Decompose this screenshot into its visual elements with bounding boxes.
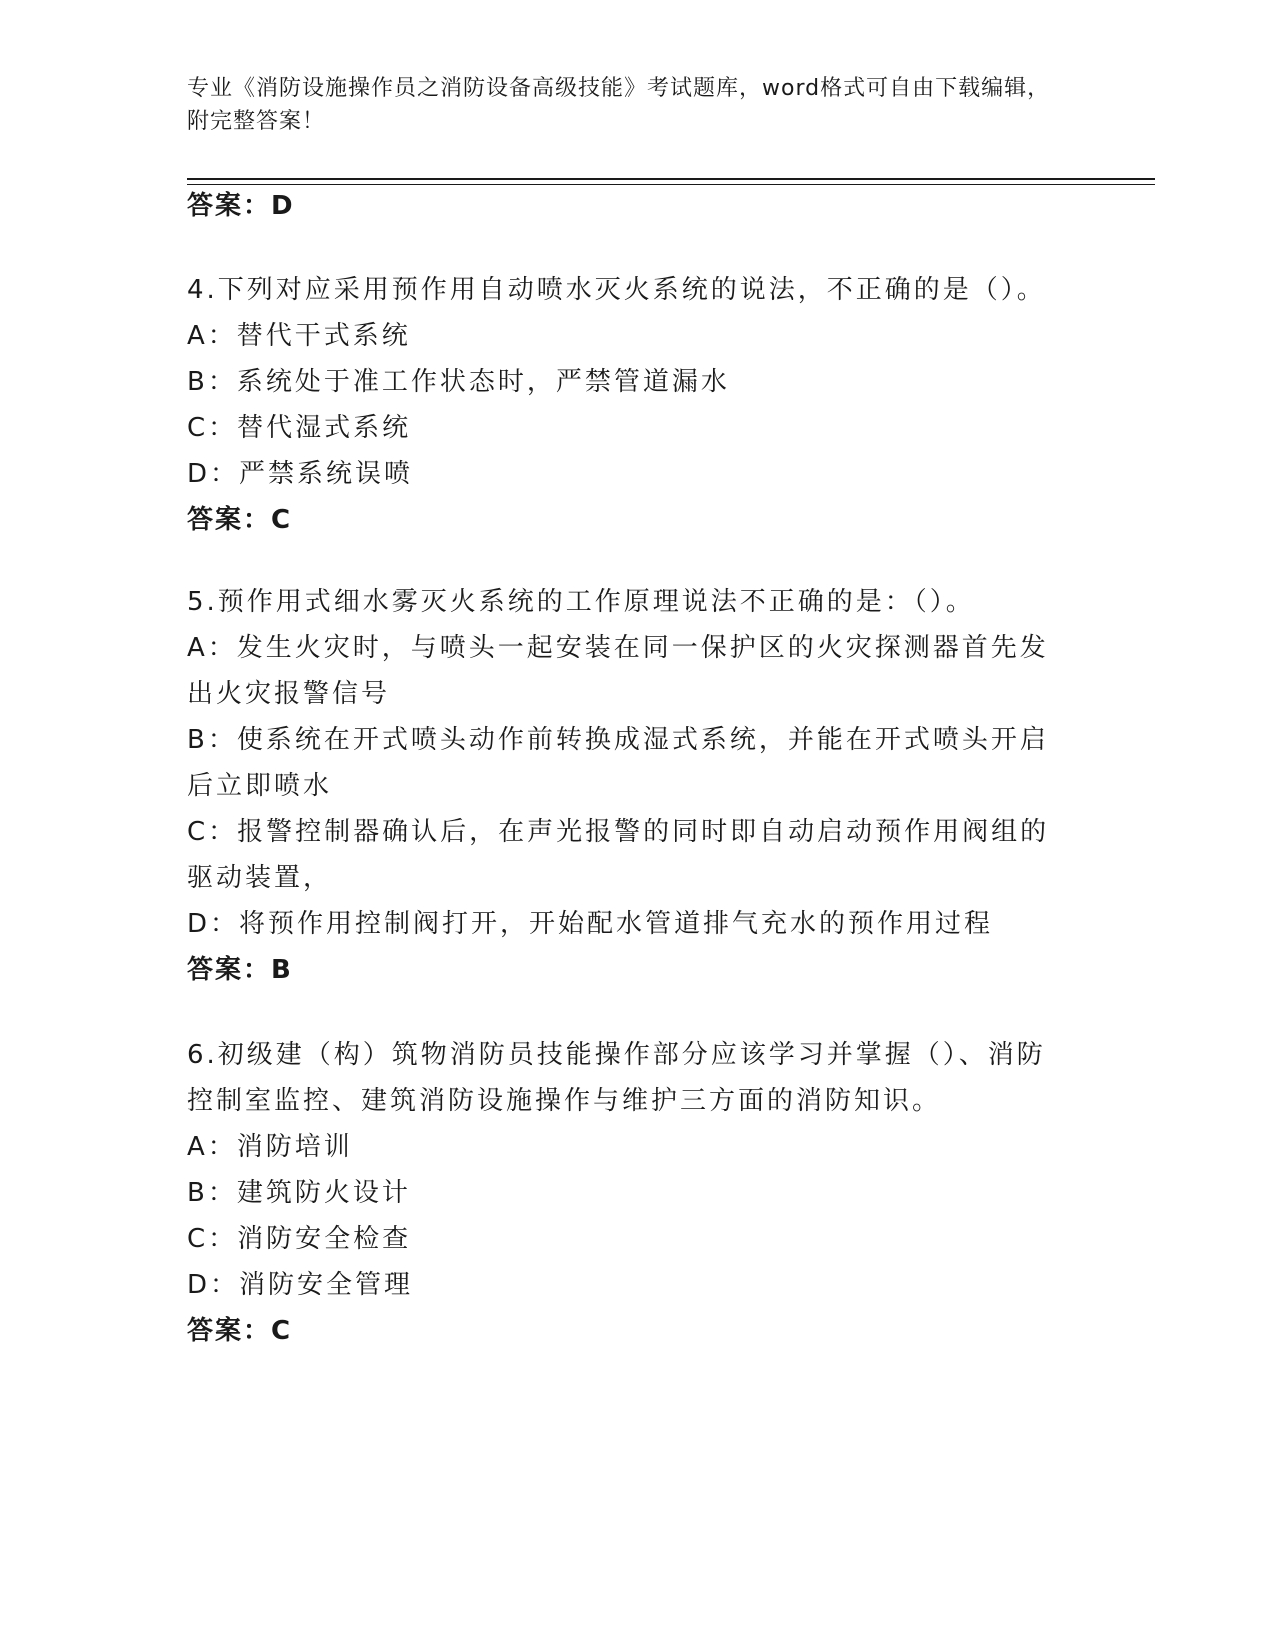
option-a: A：消防培训: [187, 1132, 353, 1162]
question-5: [187, 579, 1067, 993]
question-answer: 答案：B: [187, 955, 293, 985]
header-rule-thick: [187, 178, 1155, 180]
question-stem: 5.预作用式细水雾灭火系统的工作原理说法不正确的是：（）。: [187, 587, 975, 617]
option-d: D：将预作用控制阀打开，开始配水管道排气充水的预作用过程: [187, 909, 994, 939]
question-answer: 答案：C: [187, 505, 293, 535]
question-6: [187, 1032, 1067, 1354]
option-b: B：系统处于准工作状态时，严禁管道漏水: [187, 367, 730, 397]
option-b: B：使系统在开式喷头动作前转换成湿式系统，并能在开式喷头开启后立即喷水: [187, 725, 1049, 801]
option-a: A：发生火灾时，与喷头一起安装在同一保护区的火灾探测器首先发出火灾报警信号: [187, 633, 1049, 709]
option-c: C：报警控制器确认后，在声光报警的同时即自动启动预作用阀组的驱动装置，: [187, 817, 1050, 893]
question-answer: 答案：C: [187, 1316, 293, 1346]
option-d: D：消防安全管理: [187, 1270, 414, 1300]
option-a: A：替代干式系统: [187, 321, 411, 351]
document-intro: 专业《消防设施操作员之消防设备高级技能》考试题库，word格式可自由下载编辑，附完整答案！: [187, 76, 1051, 134]
question-stem: 6.初级建（构）筑物消防员技能操作部分应该学习并掌握（）、消防控制室监控、建筑消防设施操作与维护三方面的消防知识。: [187, 1040, 1046, 1116]
option-c: C：消防安全检查: [187, 1224, 412, 1254]
option-c: C：替代湿式系统: [187, 413, 412, 443]
question-stem: 4.下列对应采用预作用自动喷水灭火系统的说法，不正确的是（）。: [187, 275, 1046, 305]
header-rule-thin: [187, 184, 1155, 185]
question-4: [187, 267, 1067, 543]
option-d: D：严禁系统误喷: [187, 459, 414, 489]
previous-answer: 答案：D: [187, 191, 295, 221]
option-b: B：建筑防火设计: [187, 1178, 411, 1208]
